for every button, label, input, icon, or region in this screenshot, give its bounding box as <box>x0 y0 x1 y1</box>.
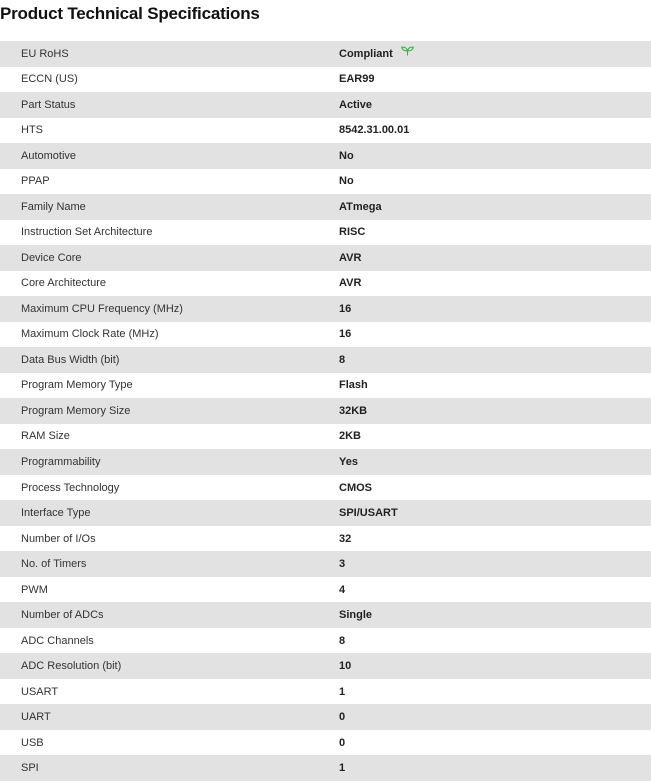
spec-label: SPI <box>21 762 39 775</box>
table-row <box>0 602 651 628</box>
spec-label: Automotive <box>21 149 77 162</box>
spec-label: Programmability <box>21 456 101 468</box>
spec-value: 16 <box>339 328 352 341</box>
table-row <box>0 730 651 756</box>
table-row <box>0 398 651 424</box>
spec-label: USB <box>21 736 44 749</box>
table-row <box>0 551 651 577</box>
spec-label: HTS <box>21 124 43 137</box>
table-row <box>0 755 651 781</box>
table-row <box>0 220 651 246</box>
spec-label: Interface Type <box>21 507 91 520</box>
spec-label: Process Technology <box>21 481 120 494</box>
spec-label: Family Name <box>21 200 86 213</box>
table-row <box>0 475 651 501</box>
spec-value: 4 <box>339 583 346 596</box>
spec-value: AVR <box>339 277 362 290</box>
table-row <box>0 526 651 552</box>
table-row <box>0 118 651 144</box>
spec-label: PWM <box>21 583 48 596</box>
table-row <box>0 322 651 348</box>
table-row <box>0 373 651 399</box>
table-row <box>0 67 651 93</box>
spec-label: Program Memory Type <box>21 379 133 392</box>
spec-value: RISC <box>339 226 366 239</box>
spec-value: 1 <box>339 762 346 775</box>
spec-value: 0 <box>339 736 346 749</box>
spec-label: ADC Channels <box>21 634 94 647</box>
spec-value: No <box>339 175 354 188</box>
spec-value: 10 <box>339 660 352 673</box>
table-row <box>0 679 651 705</box>
spec-label: RAM Size <box>21 430 70 443</box>
spec-value: 0 <box>339 711 346 724</box>
spec-label: Core Architecture <box>21 277 106 290</box>
spec-label: UART <box>21 711 51 724</box>
spec-value <box>339 41 651 67</box>
spec-value: 8 <box>339 634 346 647</box>
spec-label: Device Core <box>21 251 82 264</box>
green-leaf-icon <box>401 46 414 59</box>
spec-value: 16 <box>339 302 352 315</box>
table-row <box>0 41 651 67</box>
table-row <box>0 143 651 169</box>
table-row <box>0 577 651 603</box>
spec-label: ECCN (US) <box>21 73 78 86</box>
table-row <box>0 245 651 271</box>
spec-label: Maximum Clock Rate (MHz) <box>21 328 159 341</box>
table-row <box>0 449 651 475</box>
spec-value: ATmega <box>339 200 382 213</box>
spec-label: Instruction Set Architecture <box>21 226 153 239</box>
spec-label: Data Bus Width (bit) <box>21 353 120 366</box>
spec-value: 1 <box>339 685 346 698</box>
spec-label: Number of I/Os <box>21 532 96 545</box>
page-title: Product Technical Specifications <box>0 4 260 23</box>
spec-label: Part Status <box>21 98 76 111</box>
table-row <box>0 271 651 297</box>
spec-value: Flash <box>339 379 368 392</box>
spec-value: CMOS <box>339 481 372 494</box>
spec-value: 8 <box>339 353 346 366</box>
spec-value: Yes <box>339 456 358 468</box>
spec-value: 2KB <box>339 430 362 443</box>
spec-table-body <box>0 41 651 781</box>
spec-label: PPAP <box>21 175 50 188</box>
spec-label: Number of ADCs <box>21 609 104 622</box>
table-row <box>0 424 651 450</box>
spec-value: SPI/USART <box>339 507 398 520</box>
spec-label: Program Memory Size <box>21 404 131 417</box>
spec-value: 3 <box>339 558 346 571</box>
table-row <box>0 296 651 322</box>
spec-value: AVR <box>339 251 362 264</box>
spec-label: EU RoHS <box>21 47 69 60</box>
table-row <box>0 500 651 526</box>
spec-label: Maximum CPU Frequency (MHz) <box>21 302 183 315</box>
table-row <box>0 653 651 679</box>
spec-value: 8542.31.00.01 <box>339 124 410 137</box>
spec-value: 32KB <box>339 404 368 417</box>
spec-value: Single <box>339 609 373 622</box>
table-row <box>0 194 651 220</box>
table-row <box>0 169 651 195</box>
spec-value-text: Compliant <box>339 47 393 60</box>
spec-label: ADC Resolution (bit) <box>21 660 122 673</box>
table-row <box>0 628 651 654</box>
table-row <box>0 347 651 373</box>
spec-value: EAR99 <box>339 73 375 86</box>
table-row <box>0 704 651 730</box>
spec-value: 32 <box>339 532 352 545</box>
table-row <box>0 92 651 118</box>
spec-value: No <box>339 149 354 162</box>
spec-label: No. of Timers <box>21 558 87 571</box>
spec-table <box>0 41 651 781</box>
spec-label: USART <box>21 685 59 698</box>
spec-value: Active <box>339 98 373 111</box>
